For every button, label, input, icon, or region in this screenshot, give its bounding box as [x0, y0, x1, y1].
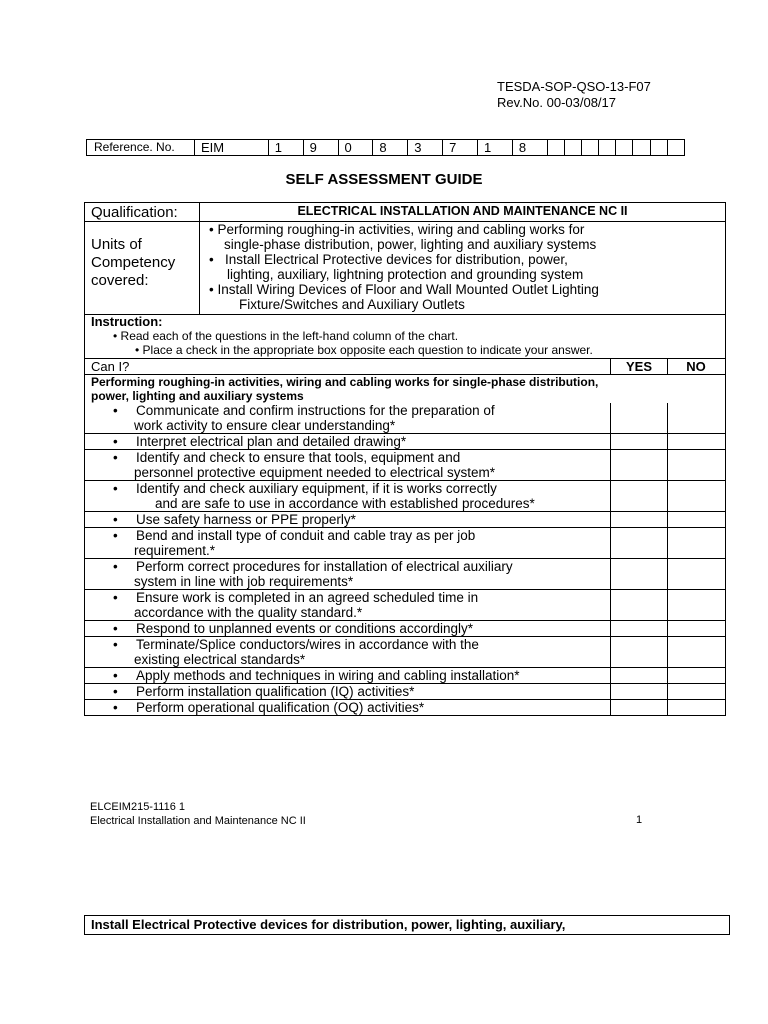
units-label	[85, 222, 200, 314]
yes-checkbox-cell[interactable]	[611, 450, 668, 480]
question-text: Terminate/Splice conductors/wires in accordance with the	[136, 637, 479, 652]
question-text-cont: requirement.*	[134, 543, 216, 558]
question-row	[85, 589, 725, 620]
reference-digit-cell: 9	[303, 140, 338, 156]
reference-digit-cell	[616, 140, 633, 156]
footer-code: ELCEIM215-1116 1	[90, 801, 185, 813]
no-checkbox-cell[interactable]	[668, 512, 724, 527]
question-row	[85, 403, 725, 433]
question-row	[85, 667, 725, 683]
unit-text: Performing roughing-in activities, wiring and cabling works for	[217, 222, 585, 237]
bullet-icon: •	[113, 528, 118, 543]
bullet-icon: •	[113, 668, 118, 683]
question-text-cont: accordance with the quality standard.*	[134, 605, 363, 620]
unit-text-cont: Fixture/Switches and Auxiliary Outlets	[239, 297, 465, 312]
reference-digit-cell	[581, 140, 598, 156]
no-checkbox-cell[interactable]	[668, 700, 724, 715]
instruction-line: • Read each of the questions in the left-hand column of the chart.	[113, 329, 459, 343]
unit-item: • Install Electrical Protective devices for distribution, power,	[209, 252, 568, 267]
bullet-icon: •	[113, 403, 118, 418]
qualification-value: ELECTRICAL INSTALLATION AND MAINTENANCE NC II	[297, 204, 628, 218]
question-text-cell	[85, 450, 611, 480]
question-text: Bend and install type of conduit and cable tray as per job	[136, 528, 476, 543]
no-checkbox-cell[interactable]	[668, 434, 724, 449]
question-text: Perform correct procedures for installation of electrical auxiliary	[136, 559, 513, 574]
question-text-cell	[85, 559, 611, 589]
units-row	[85, 221, 725, 314]
question-row	[85, 433, 725, 449]
question-text-cont: system in line with job requirements*	[134, 574, 354, 589]
bullet-icon: •	[113, 700, 118, 715]
yes-checkbox-cell[interactable]	[611, 621, 668, 636]
yes-checkbox-cell[interactable]	[611, 559, 668, 589]
no-checkbox-cell[interactable]	[668, 684, 724, 699]
unit-text: Install Wiring Devices of Floor and Wall Mounted Outlet Lighting	[217, 282, 599, 297]
no-checkbox-cell[interactable]	[668, 481, 724, 511]
reference-digit-cell: EIM	[195, 140, 269, 156]
question-text-cell	[85, 700, 611, 715]
question-text-cell	[85, 668, 611, 683]
column-header-row	[85, 358, 725, 374]
no-checkbox-cell[interactable]	[668, 668, 724, 683]
bullet-icon: •	[113, 637, 118, 652]
reference-digit-cell: 7	[443, 140, 478, 156]
page-title: SELF ASSESSMENT GUIDE	[285, 171, 483, 188]
yes-checkbox-cell[interactable]	[611, 403, 668, 433]
bullet-icon: •	[113, 512, 118, 527]
section-heading-line: power, lighting and auxiliary systems	[91, 389, 304, 403]
question-text: Apply methods and techniques in wiring and cabling installation*	[136, 668, 520, 683]
instruction-block	[85, 315, 725, 358]
units-list	[200, 222, 725, 314]
units-label-line: Units of	[91, 236, 142, 253]
qualification-row	[85, 203, 725, 221]
no-checkbox-cell[interactable]	[668, 590, 724, 620]
instruction-line: • Place a check in the appropriate box opposite each question to indicate your answer.	[135, 343, 593, 357]
question-text-cell	[85, 590, 611, 620]
question-text-cont: work activity to ensure clear understanding*	[134, 418, 396, 433]
question-row	[85, 511, 725, 527]
question-text-cont: and are safe to use in accordance with established procedures*	[155, 496, 535, 511]
no-checkbox-cell[interactable]	[668, 450, 724, 480]
yes-checkbox-cell[interactable]	[611, 590, 668, 620]
reference-digit-cell: 8	[512, 140, 547, 156]
question-row	[85, 620, 725, 636]
section-heading-line: Performing roughing-in activities, wiring and cabling works for single-phase distribution,	[91, 375, 599, 389]
bullet-icon: •	[113, 559, 118, 574]
question-text-cell	[85, 403, 611, 433]
instruction-row	[85, 314, 725, 358]
question-text: Identify and check auxiliary equipment, if it is works correctly	[136, 481, 497, 496]
reference-digit-cell: 8	[373, 140, 408, 156]
can-i-header: Can I?	[85, 359, 611, 374]
yes-checkbox-cell[interactable]	[611, 512, 668, 527]
units-label-line: covered:	[91, 272, 149, 289]
bullet-icon: •	[113, 450, 118, 465]
unit-text-cont: lighting, auxiliary, lightning protection and grounding system	[227, 267, 584, 282]
yes-checkbox-cell[interactable]	[611, 637, 668, 667]
units-label-line: Competency	[91, 254, 176, 271]
section-heading-row	[85, 374, 725, 403]
reference-digit-cell	[599, 140, 616, 156]
qualification-label: Qualification:	[85, 203, 200, 221]
bullet-icon: •	[113, 434, 118, 449]
reference-label: Reference. No.	[87, 140, 195, 156]
document-code: TESDA-SOP-QSO-13-F07	[497, 79, 651, 94]
section-heading	[85, 375, 725, 403]
question-row	[85, 480, 725, 511]
yes-checkbox-cell[interactable]	[611, 668, 668, 683]
no-checkbox-cell[interactable]	[668, 637, 724, 667]
bullet-icon: •	[113, 621, 118, 636]
question-text: Interpret electrical plan and detailed drawing*	[136, 434, 407, 449]
page-number: 1	[636, 814, 643, 826]
question-text-cont: existing electrical standards*	[134, 652, 306, 667]
question-text-cell	[85, 434, 611, 449]
question-text-cell	[85, 637, 611, 667]
bullet-icon: •	[113, 590, 118, 605]
yes-checkbox-cell[interactable]	[611, 434, 668, 449]
question-text-cell	[85, 528, 611, 558]
question-text-cont: personnel protective equipment needed to electrical system*	[134, 465, 495, 480]
next-section-heading: Install Electrical Protective devices for distribution, power, lighting, auxiliary,	[84, 915, 730, 935]
assessment-table	[84, 202, 726, 716]
question-text: Communicate and confirm instructions for the preparation of	[136, 403, 495, 418]
yes-header: YES	[611, 359, 668, 374]
reference-digit-cell: 1	[477, 140, 512, 156]
question-text-cell	[85, 684, 611, 699]
no-checkbox-cell[interactable]	[668, 621, 724, 636]
question-text-cell	[85, 512, 611, 527]
instruction-text: Place a check in the appropriate box opposite each question to indicate your answer.	[142, 343, 593, 357]
instruction-label: Instruction:	[91, 314, 163, 329]
unit-item: • Performing roughing-in activities, wiring and cabling works for	[209, 222, 585, 237]
question-list	[85, 403, 725, 715]
footer-title: Electrical Installation and Maintenance NC II	[90, 815, 306, 827]
footer	[90, 800, 306, 828]
question-text: Identify and check to ensure that tools, equipment and	[136, 450, 461, 465]
revision-number: Rev.No. 00-03/08/17	[497, 95, 616, 110]
yes-checkbox-cell[interactable]	[611, 684, 668, 699]
reference-number-table	[86, 139, 685, 156]
question-row	[85, 683, 725, 699]
unit-item: • Install Wiring Devices of Floor and Wall Mounted Outlet Lighting	[209, 282, 599, 297]
yes-checkbox-cell[interactable]	[611, 481, 668, 511]
instruction-text: Read each of the questions in the left-hand column of the chart.	[120, 329, 459, 343]
no-checkbox-cell[interactable]	[668, 403, 724, 433]
no-header: NO	[686, 359, 706, 374]
question-text-cell	[85, 621, 611, 636]
no-checkbox-cell[interactable]	[668, 528, 724, 558]
bullet-icon: •	[113, 481, 118, 496]
unit-text-cont: single-phase distribution, power, lighting and auxiliary systems	[224, 237, 597, 252]
question-row	[85, 636, 725, 667]
reference-digit-cell: 3	[408, 140, 443, 156]
question-text: Use safety harness or PPE properly*	[136, 512, 356, 527]
question-row	[85, 449, 725, 480]
question-text: Perform operational qualification (OQ) activities*	[136, 700, 425, 715]
question-text: Respond to unplanned events or conditions accordingly*	[136, 621, 473, 636]
unit-text: Install Electrical Protective devices for distribution, power,	[224, 252, 568, 267]
yes-checkbox-cell[interactable]	[611, 700, 668, 715]
question-row	[85, 558, 725, 589]
reference-digit-cell	[650, 140, 667, 156]
reference-digit-cell	[633, 140, 650, 156]
reference-digit-cell: 0	[338, 140, 373, 156]
question-text: Perform installation qualification (IQ) activities*	[136, 684, 415, 699]
no-checkbox-cell[interactable]	[668, 559, 724, 589]
document-code-block	[497, 79, 651, 111]
bullet-icon: •	[113, 684, 118, 699]
yes-checkbox-cell[interactable]	[611, 528, 668, 558]
question-text: Ensure work is completed in an agreed scheduled time in	[136, 590, 479, 605]
reference-number-row	[87, 140, 685, 156]
reference-digit-cell: 1	[268, 140, 303, 156]
reference-digit-cell	[564, 140, 581, 156]
reference-digit-cell	[547, 140, 564, 156]
question-text-cell	[85, 481, 611, 511]
reference-digit-cell	[667, 140, 684, 156]
question-row	[85, 527, 725, 558]
question-row	[85, 699, 725, 715]
